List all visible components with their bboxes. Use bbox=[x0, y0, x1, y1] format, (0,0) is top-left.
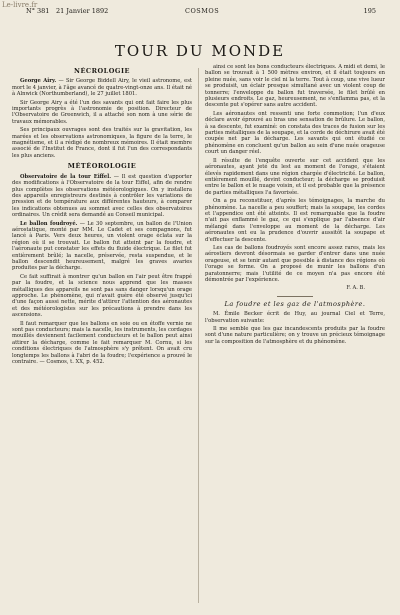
page-number: 195 bbox=[363, 7, 376, 15]
paragraph: Observatoire de la tour Eiffel. — Il est question d'apporter des modifications à l'Observatoire de la tour Eiffel, afin de rendre plus complètes les observations météorologiques. On y installera des appareils enregistreurs destinés à contrôler les variations de pression et de température aux différentes hauteurs, à comparer les indications obtenues au sommet avec celles des observatoires ordinaires. Un crédit sera demandé au Conseil municipal. bbox=[12, 173, 192, 219]
signature: F. A. B. bbox=[346, 285, 365, 292]
section-rule bbox=[277, 296, 313, 297]
issue-date: 21 Janvier 1892 bbox=[56, 7, 109, 15]
paragraph: George Airy. — Sir George Biddell Airy, le vieil astronome, est mort le 4 janvier, à l'âge avancé de quatre-vingt-onze ans. Il était né à Alnwick (Northumberland), le 27 juillet 1801. bbox=[12, 78, 192, 98]
page-header bbox=[10, 4, 390, 18]
issue-number: N° 381 bbox=[26, 7, 50, 15]
paragraph: Ses principaux ouvrages sont des traités sur la gravitation, les marées et les observations astronomiques, la figure de la terre, le magnétisme, et il a rédigé de nombreux mémoires. Il était membre associé de l'Institut de France, dont il fut l'un des correspondants les plus anciens. bbox=[12, 127, 192, 159]
paragraph: Ce fait suffirait à montrer qu'un ballon en l'air peut être frappé par la foudre, et la science nous apprend que les masses métalliques des appareils ne sont pas sans danger lorsqu'un orage approche. Le phénomène, qui n'avait guère été observé jusqu'ici d'une façon aussi nette, mérite d'attirer l'attention des aéronautes et des météorologistes sur les précautions à prendre dans les ascensions. bbox=[12, 273, 192, 319]
paragraph: Les cas de ballons foudroyés sont encore assez rares, mais les aérostiers devront désormais se garder d'entrer dans une nuée orageuse, et se tenir autant que possible à distance des régions où l'orage se forme. On a proposé de munir les ballons d'un paratonnerre; mais l'utilité de ce moyen n'a pas encore été démontrée par l'expérience. bbox=[205, 244, 385, 283]
run-in-heading: Observatoire de la tour Eiffel. bbox=[20, 173, 111, 180]
watermark: Le-livre.fr bbox=[2, 1, 38, 9]
section-title-foudre: La foudre et les gaz de l'atmosphère. bbox=[224, 299, 366, 308]
paragraph: Le ballon foudroyé. — Le 30 septembre, un ballon de l'Union aérostatique, monté par MM. Le Cadet et ses compagnons, fut lancé à Paris. Vers deux heures, un violent orage éclata sur la région où il se trouvait. Le ballon fut atteint par la foudre, et l'aéronaute put constater les effets du fluide électrique. Le filet fut entièrement brûlé; la nacelle, préservée, resta suspendue, et le ballon descendit heureusement, malgré les graves avaries produites par la décharge. bbox=[12, 220, 192, 272]
paragraph: ainsi ce sont les bons conducteurs électriques. A midi et demi, le ballon se trouvait à 1 500 mètres environ, et il était toujours en pleine nuée, sans voir le ciel ni la terre. Tout à coup, une vive lueur se produisit, un éclair presque simultané avec un violent coup de tonnerre; l'enveloppe du ballon fut traversée, le filet brûlé en plusieurs endroits. Le gaz, heureusement, ne s'enflamma pas, et la descente put s'opérer sans autre accident. bbox=[205, 64, 385, 109]
paragraph: On a pu reconstituer, d'après les témoignages, la marche du phénomène. La nacelle a peu souffert; mais la soupape, les cordes et l'appendice ont été atteints. Il est remarquable que la foudre n'ait pas enflammé le gaz, ce qui s'explique par l'absence d'air mélangé dans l'enveloppe au moment de la décharge. Les aéronautes ont eu la prudence d'ouvrir aussitôt la soupape et d'effectuer la descente. bbox=[205, 198, 385, 243]
section-title-necrologie: NÉCROLOGIE bbox=[74, 67, 130, 75]
paragraph: Les aéronautes ont ressenti une forte commotion; l'un d'eux déclare avoir éprouvé au bras une sensation de brûlure. Le ballon, à sa descente, fut examiné: on constata des traces de fusion sur les parties métalliques de la soupape, et la corde de déchirure avait été coupée net par la décharge. Les savants qui ont étudié ce phénomène en concluent qu'un ballon au sein d'une nuée orageuse court un danger réel. bbox=[205, 110, 385, 156]
page-title: TOUR DU MONDE bbox=[114, 42, 286, 60]
paragraph: Sir George Airy a été l'un des savants qui ont fait faire les plus importants progrès à l'astronomie de position. Directeur de l'Observatoire de Greenwich, il a attaché son nom à une série de travaux mémorables. bbox=[12, 99, 192, 125]
journal-name: COSMOS bbox=[185, 7, 220, 15]
run-in-heading: George Airy. bbox=[20, 78, 57, 85]
paragraph: Il faut remarquer que les ballons en soie ou en étoffe vernie ne sont pas conducteurs; mais la nacelle, les instruments, les cordages mouillés deviennent facilement conducteurs et le ballon peut ainsi attirer la décharge, comme le fait remarquer M. Cornu, si les conditions électriques de l'atmosphère s'y prêtent. On avait cru longtemps les ballons à l'abri de la foudre; l'expérience a prouvé le contraire. — Cosmos, t. XX, p. 452. bbox=[12, 320, 192, 366]
column-divider bbox=[198, 68, 199, 603]
paragraph: M. Émile Becker écrit de Huy, au journal Ciel et Terre, l'observation suivante: bbox=[205, 311, 385, 324]
left-column bbox=[12, 64, 192, 367]
right-column bbox=[205, 64, 385, 347]
paragraph: Il me semble que les gaz incandescents produits par la foudre sont d'une nature particulière; on y trouve un précieux témoignage sur la composition de l'atmosphère et du phénomène. bbox=[205, 326, 385, 345]
paragraph: Il résulte de l'enquête ouverte sur cet accident que les aéronautes, ayant jeté du lest au moment de l'orage, s'étaient élevés rapidement dans une région chargée d'électricité. Le ballon, entièrement mouillé, devint conducteur; la décharge se produisit entre le ballon et le nuage voisin, et il est probable que la présence de parties métalliques l'a favorisée. bbox=[205, 157, 385, 196]
run-in-heading: Le ballon foudroyé. bbox=[20, 220, 78, 227]
section-title-meteorologie: MÉTÉOROLOGIE bbox=[67, 162, 137, 171]
